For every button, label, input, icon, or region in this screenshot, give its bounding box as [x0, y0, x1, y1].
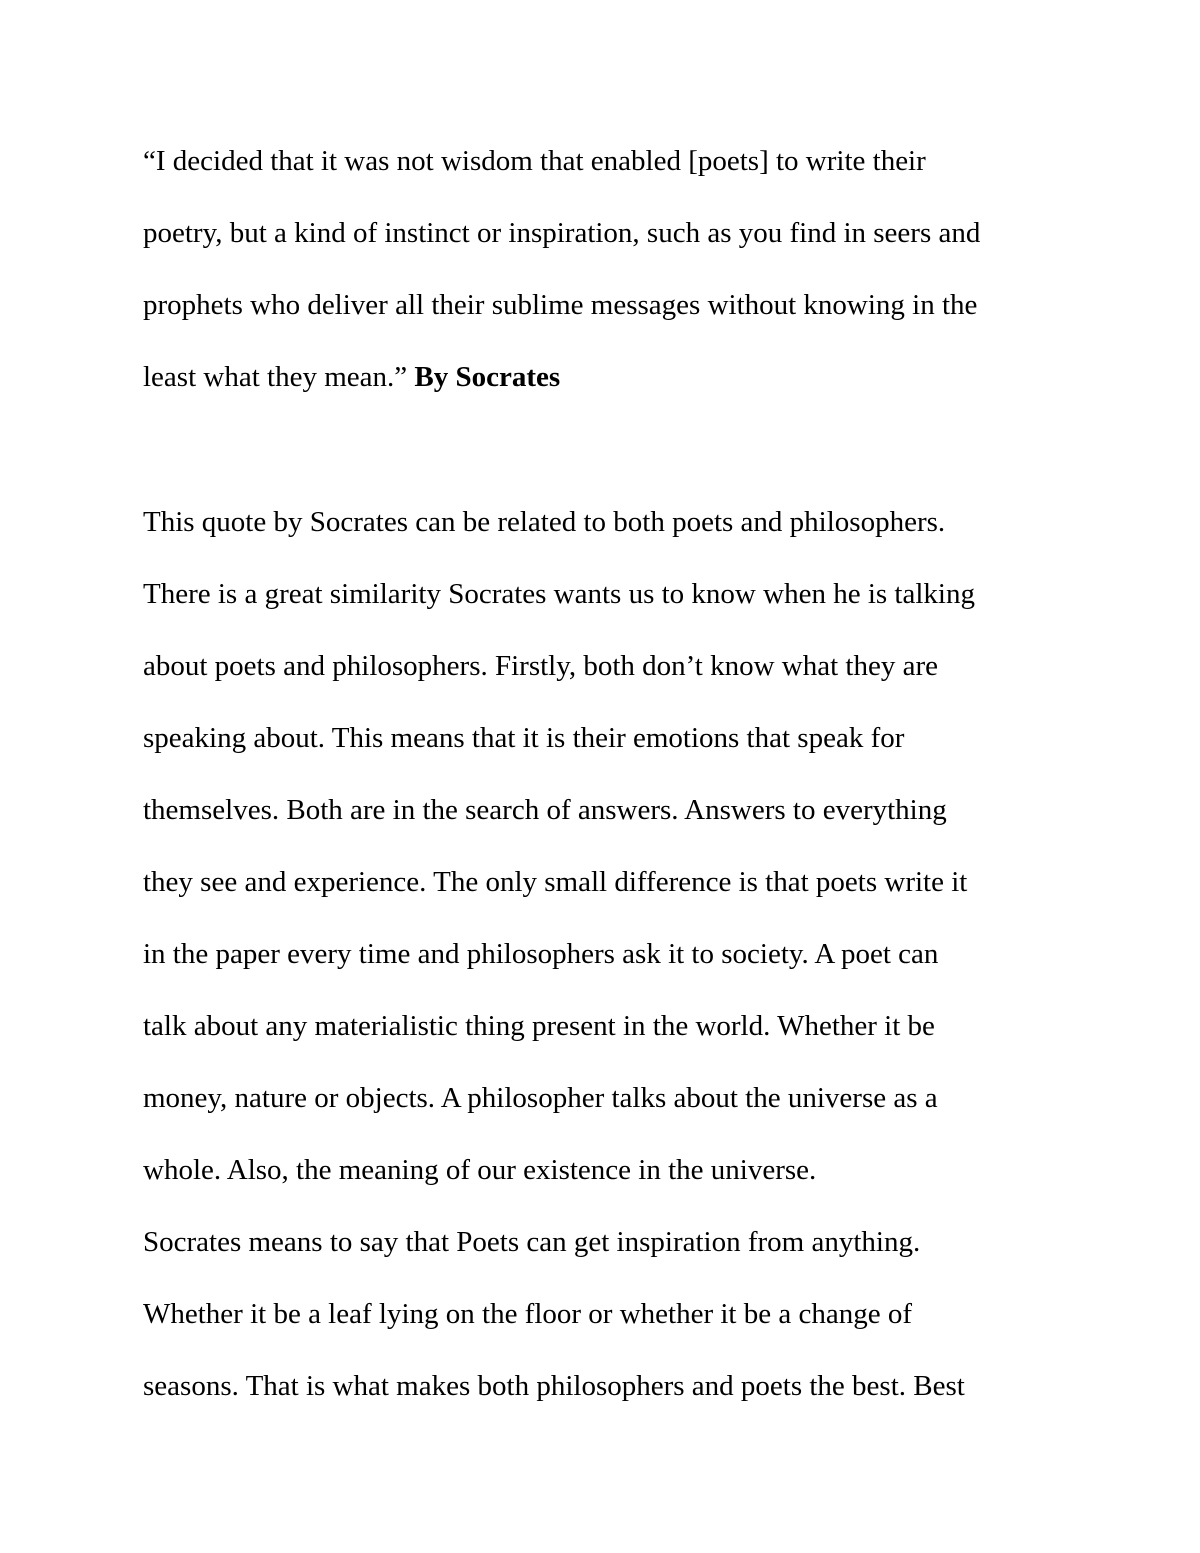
quote-last-line — [143, 341, 1073, 413]
quote-paragraph — [143, 125, 1073, 413]
essay-line: whole. Also, the meaning of our existence in the universe. — [143, 1154, 817, 1186]
quote-line-text: least what they mean.” — [143, 361, 408, 393]
essay-paragraph — [143, 486, 1073, 1422]
essay-line: themselves. Both are in the search of answers. Answers to everything — [143, 794, 947, 826]
essay-line: There is a great similarity Socrates wants us to know when he is talking — [143, 578, 975, 610]
essay-line: seasons. That is what makes both philosophers and poets the best. Best — [143, 1370, 965, 1402]
essay-line: talk about any materialistic thing present in the world. Whether it be — [143, 1010, 935, 1042]
essay-line: they see and experience. The only small difference is that poets write it — [143, 866, 968, 898]
essay-line: speaking about. This means that it is their emotions that speak for — [143, 722, 905, 754]
essay-line: Socrates means to say that Poets can get inspiration from anything. — [143, 1226, 921, 1258]
quote-line: poetry, but a kind of instinct or inspiration, such as you find in seers and — [143, 217, 981, 249]
quote-attribution: By Socrates — [414, 361, 561, 393]
quote-line: prophets who deliver all their sublime messages without knowing in the — [143, 289, 978, 321]
essay-line: about poets and philosophers. Firstly, both don’t know what they are — [143, 650, 938, 682]
essay-line: Whether it be a leaf lying on the floor or whether it be a change of — [143, 1298, 912, 1330]
essay-line: This quote by Socrates can be related to both poets and philosophers. — [143, 506, 946, 538]
essay-line: money, nature or objects. A philosopher talks about the universe as a — [143, 1082, 938, 1114]
essay-line: in the paper every time and philosophers ask it to society. A poet can — [143, 938, 939, 970]
quote-line: “I decided that it was not wisdom that enabled [poets] to write their — [143, 145, 926, 177]
